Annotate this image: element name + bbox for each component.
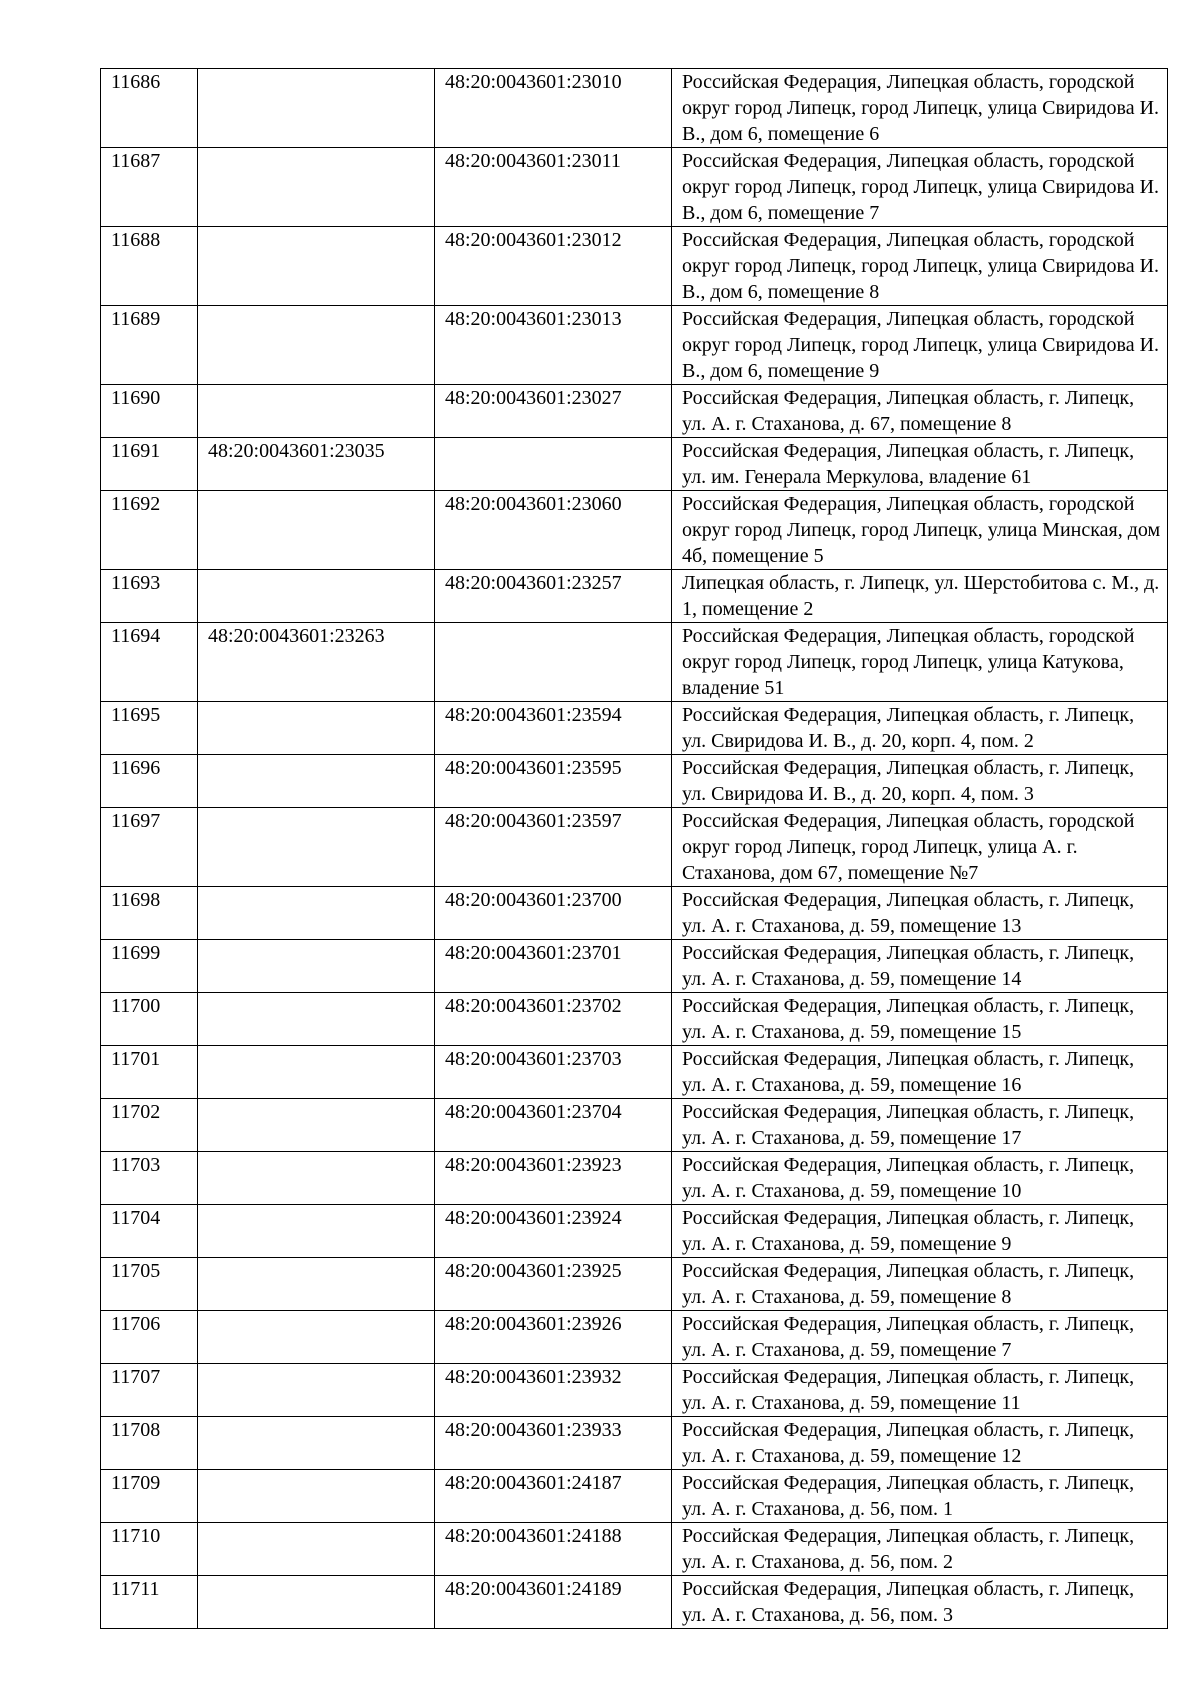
premises-cadastral-number-cell: [435, 623, 672, 702]
table-row: [101, 1576, 1168, 1629]
row-number-cell: 11692: [101, 491, 198, 570]
table-row: [101, 808, 1168, 887]
address-cell: Российская Федерация, Липецкая область, г. Липецк, ул. А. г. Стаханова, д. 59, помещение 12: [672, 1417, 1168, 1470]
land-plot-cadastral-number-cell: [198, 887, 435, 940]
address-cell: Российская Федерация, Липецкая область, г. Липецк, ул. А. г. Стаханова, д. 59, помещение 14: [672, 940, 1168, 993]
address-cell: Российская Федерация, Липецкая область, г. Липецк, ул. Свиридова И. В., д. 20, корп. 4, пом. 3: [672, 755, 1168, 808]
table-row: [101, 227, 1168, 306]
table-row: [101, 1258, 1168, 1311]
premises-cadastral-number-cell: 48:20:0043601:23926: [435, 1311, 672, 1364]
registry-table: [100, 68, 1168, 1629]
table-row: [101, 570, 1168, 623]
address-cell: Российская Федерация, Липецкая область, г. Липецк, ул. им. Генерала Меркулова, владение 61: [672, 438, 1168, 491]
premises-cadastral-number-cell: 48:20:0043601:23924: [435, 1205, 672, 1258]
row-number-cell: 11709: [101, 1470, 198, 1523]
row-number-cell: 11704: [101, 1205, 198, 1258]
land-plot-cadastral-number-cell: 48:20:0043601:23035: [198, 438, 435, 491]
land-plot-cadastral-number-cell: [198, 227, 435, 306]
row-number-cell: 11697: [101, 808, 198, 887]
premises-cadastral-number-cell: 48:20:0043601:23702: [435, 993, 672, 1046]
table-row: [101, 993, 1168, 1046]
premises-cadastral-number-cell: 48:20:0043601:23703: [435, 1046, 672, 1099]
row-number-cell: 11693: [101, 570, 198, 623]
row-number-cell: 11686: [101, 69, 198, 148]
table-row: [101, 1152, 1168, 1205]
address-cell: Российская Федерация, Липецкая область, г. Липецк, ул. Свиридова И. В., д. 20, корп. 4, пом. 2: [672, 702, 1168, 755]
table-row: [101, 491, 1168, 570]
table-row: [101, 306, 1168, 385]
premises-cadastral-number-cell: 48:20:0043601:24188: [435, 1523, 672, 1576]
row-number-cell: 11695: [101, 702, 198, 755]
premises-cadastral-number-cell: 48:20:0043601:24189: [435, 1576, 672, 1629]
table-row: [101, 1046, 1168, 1099]
address-cell: Липецкая область, г. Липецк, ул. Шерстобитова с. М., д. 1, помещение 2: [672, 570, 1168, 623]
address-cell: Российская Федерация, Липецкая область, городской округ город Липецк, город Липецк, улица Свиридова И. В., дом 6, помещение 8: [672, 227, 1168, 306]
address-cell: Российская Федерация, Липецкая область, городской округ город Липецк, город Липецк, улица Катукова, владение 51: [672, 623, 1168, 702]
premises-cadastral-number-cell: 48:20:0043601:23932: [435, 1364, 672, 1417]
row-number-cell: 11689: [101, 306, 198, 385]
address-cell: Российская Федерация, Липецкая область, г. Липецк, ул. А. г. Стаханова, д. 59, помещение 7: [672, 1311, 1168, 1364]
table-row: [101, 940, 1168, 993]
address-cell: Российская Федерация, Липецкая область, г. Липецк, ул. А. г. Стаханова, д. 56, пом. 2: [672, 1523, 1168, 1576]
land-plot-cadastral-number-cell: 48:20:0043601:23263: [198, 623, 435, 702]
table-row: [101, 1523, 1168, 1576]
land-plot-cadastral-number-cell: [198, 1523, 435, 1576]
land-plot-cadastral-number-cell: [198, 1099, 435, 1152]
table-row: [101, 69, 1168, 148]
table-row: [101, 1417, 1168, 1470]
registry-table-body: [101, 69, 1168, 1629]
premises-cadastral-number-cell: 48:20:0043601:23027: [435, 385, 672, 438]
address-cell: Российская Федерация, Липецкая область, г. Липецк, ул. А. г. Стаханова, д. 59, помещение 10: [672, 1152, 1168, 1205]
land-plot-cadastral-number-cell: [198, 1046, 435, 1099]
land-plot-cadastral-number-cell: [198, 1258, 435, 1311]
row-number-cell: 11687: [101, 148, 198, 227]
address-cell: Российская Федерация, Липецкая область, г. Липецк, ул. А. г. Стаханова, д. 67, помещение 8: [672, 385, 1168, 438]
land-plot-cadastral-number-cell: [198, 940, 435, 993]
row-number-cell: 11707: [101, 1364, 198, 1417]
land-plot-cadastral-number-cell: [198, 702, 435, 755]
address-cell: Российская Федерация, Липецкая область, г. Липецк, ул. А. г. Стаханова, д. 59, помещение 11: [672, 1364, 1168, 1417]
land-plot-cadastral-number-cell: [198, 993, 435, 1046]
premises-cadastral-number-cell: 48:20:0043601:23923: [435, 1152, 672, 1205]
land-plot-cadastral-number-cell: [198, 491, 435, 570]
land-plot-cadastral-number-cell: [198, 69, 435, 148]
land-plot-cadastral-number-cell: [198, 1417, 435, 1470]
table-row: [101, 1311, 1168, 1364]
premises-cadastral-number-cell: 48:20:0043601:23013: [435, 306, 672, 385]
premises-cadastral-number-cell: 48:20:0043601:23704: [435, 1099, 672, 1152]
address-cell: Российская Федерация, Липецкая область, г. Липецк, ул. А. г. Стаханова, д. 59, помещение 17: [672, 1099, 1168, 1152]
row-number-cell: 11710: [101, 1523, 198, 1576]
land-plot-cadastral-number-cell: [198, 1205, 435, 1258]
table-row: [101, 438, 1168, 491]
address-cell: Российская Федерация, Липецкая область, городской округ город Липецк, город Липецк, улица А. г. Стаханова, дом 67, помещение №7: [672, 808, 1168, 887]
premises-cadastral-number-cell: 48:20:0043601:23933: [435, 1417, 672, 1470]
address-cell: Российская Федерация, Липецкая область, городской округ город Липецк, город Липецк, улица Свиридова И. В., дом 6, помещение 6: [672, 69, 1168, 148]
land-plot-cadastral-number-cell: [198, 808, 435, 887]
row-number-cell: 11711: [101, 1576, 198, 1629]
table-row: [101, 702, 1168, 755]
row-number-cell: 11705: [101, 1258, 198, 1311]
table-row: [101, 1470, 1168, 1523]
land-plot-cadastral-number-cell: [198, 570, 435, 623]
row-number-cell: 11706: [101, 1311, 198, 1364]
table-row: [101, 887, 1168, 940]
row-number-cell: 11690: [101, 385, 198, 438]
premises-cadastral-number-cell: 48:20:0043601:23597: [435, 808, 672, 887]
address-cell: Российская Федерация, Липецкая область, г. Липецк, ул. А. г. Стаханова, д. 56, пом. 1: [672, 1470, 1168, 1523]
premises-cadastral-number-cell: 48:20:0043601:23012: [435, 227, 672, 306]
land-plot-cadastral-number-cell: [198, 1152, 435, 1205]
land-plot-cadastral-number-cell: [198, 1470, 435, 1523]
address-cell: Российская Федерация, Липецкая область, г. Липецк, ул. А. г. Стаханова, д. 59, помещение 13: [672, 887, 1168, 940]
premises-cadastral-number-cell: 48:20:0043601:23011: [435, 148, 672, 227]
table-row: [101, 148, 1168, 227]
premises-cadastral-number-cell: 48:20:0043601:23257: [435, 570, 672, 623]
address-cell: Российская Федерация, Липецкая область, г. Липецк, ул. А. г. Стаханова, д. 59, помещение 9: [672, 1205, 1168, 1258]
row-number-cell: 11701: [101, 1046, 198, 1099]
land-plot-cadastral-number-cell: [198, 385, 435, 438]
registry-table-container: [100, 68, 1168, 1629]
premises-cadastral-number-cell: 48:20:0043601:23594: [435, 702, 672, 755]
land-plot-cadastral-number-cell: [198, 755, 435, 808]
row-number-cell: 11708: [101, 1417, 198, 1470]
table-row: [101, 1205, 1168, 1258]
land-plot-cadastral-number-cell: [198, 148, 435, 227]
premises-cadastral-number-cell: 48:20:0043601:23595: [435, 755, 672, 808]
row-number-cell: 11700: [101, 993, 198, 1046]
table-row: [101, 755, 1168, 808]
premises-cadastral-number-cell: 48:20:0043601:23700: [435, 887, 672, 940]
address-cell: Российская Федерация, Липецкая область, городской округ город Липецк, город Липецк, улица Минская, дом 4б, помещение 5: [672, 491, 1168, 570]
table-row: [101, 623, 1168, 702]
address-cell: Российская Федерация, Липецкая область, г. Липецк, ул. А. г. Стаханова, д. 59, помещение 8: [672, 1258, 1168, 1311]
row-number-cell: 11698: [101, 887, 198, 940]
address-cell: Российская Федерация, Липецкая область, городской округ город Липецк, город Липецк, улица Свиридова И. В., дом 6, помещение 9: [672, 306, 1168, 385]
address-cell: Российская Федерация, Липецкая область, городской округ город Липецк, город Липецк, улица Свиридова И. В., дом 6, помещение 7: [672, 148, 1168, 227]
premises-cadastral-number-cell: 48:20:0043601:24187: [435, 1470, 672, 1523]
address-cell: Российская Федерация, Липецкая область, г. Липецк, ул. А. г. Стаханова, д. 59, помещение 16: [672, 1046, 1168, 1099]
table-row: [101, 385, 1168, 438]
premises-cadastral-number-cell: 48:20:0043601:23060: [435, 491, 672, 570]
land-plot-cadastral-number-cell: [198, 1311, 435, 1364]
address-cell: Российская Федерация, Липецкая область, г. Липецк, ул. А. г. Стаханова, д. 59, помещение 15: [672, 993, 1168, 1046]
table-row: [101, 1364, 1168, 1417]
row-number-cell: 11688: [101, 227, 198, 306]
premises-cadastral-number-cell: [435, 438, 672, 491]
row-number-cell: 11702: [101, 1099, 198, 1152]
premises-cadastral-number-cell: 48:20:0043601:23010: [435, 69, 672, 148]
premises-cadastral-number-cell: 48:20:0043601:23701: [435, 940, 672, 993]
land-plot-cadastral-number-cell: [198, 1364, 435, 1417]
land-plot-cadastral-number-cell: [198, 306, 435, 385]
row-number-cell: 11703: [101, 1152, 198, 1205]
row-number-cell: 11696: [101, 755, 198, 808]
row-number-cell: 11691: [101, 438, 198, 491]
address-cell: Российская Федерация, Липецкая область, г. Липецк, ул. А. г. Стаханова, д. 56, пом. 3: [672, 1576, 1168, 1629]
table-row: [101, 1099, 1168, 1152]
land-plot-cadastral-number-cell: [198, 1576, 435, 1629]
row-number-cell: 11699: [101, 940, 198, 993]
row-number-cell: 11694: [101, 623, 198, 702]
premises-cadastral-number-cell: 48:20:0043601:23925: [435, 1258, 672, 1311]
